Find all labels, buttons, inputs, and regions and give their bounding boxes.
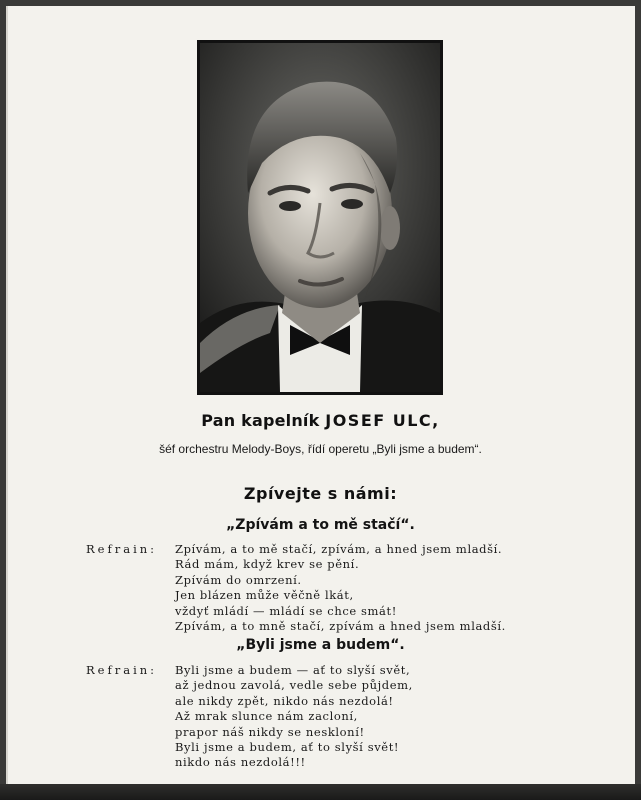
sing-along-heading: Zpívejte s námi: [243, 484, 398, 503]
lyrics-block [175, 663, 413, 771]
lyrics-block [175, 542, 506, 634]
lyric-line: vždyť mládí — mládí se chce smát! [175, 603, 397, 618]
song-title: „Zpívám a to mě stačí“. [226, 517, 415, 533]
caption-title-prefix: Pan kapelník [201, 411, 320, 430]
caption-name: JOSEF ULC, [325, 411, 440, 430]
refrain-label: Refrain: [86, 663, 158, 677]
lyric-line: prapor náš nikdy se neskloní! [175, 724, 365, 739]
caption-title [0, 411, 641, 430]
lyric-line: Zpívám, a to mě stačí, zpívám, a hned jsem mladší. [175, 542, 503, 556]
lyric-line: až jednou zavolá, vedle sebe půjdem, [175, 678, 413, 693]
lyric-line: Zpívám do omrzení. [175, 572, 302, 587]
lyric-line: Byli jsme a budem, ať to slyší svět! [175, 740, 400, 755]
lyric-line: Rád mám, když krev se pění. [175, 557, 360, 572]
lyric-line: ale nikdy zpět, nikdo nás nezdolá! [175, 693, 394, 708]
song-title: „Byli jsme a budem“. [236, 637, 405, 653]
lyric-line: Až mrak slunce nám zacloní, [175, 709, 358, 724]
lyric-line: Byli jsme a budem — ať to slyší svět, [175, 663, 411, 677]
lyric-line: nikdo nás nezdolá!!! [175, 755, 306, 770]
lyric-line: Zpívám, a to mně stačí, zpívám a hned jsem mladší. [175, 619, 506, 634]
caption-subtitle: šéf orchestru Melody-Boys, řídí operetu „Byli jsme a budem“. [159, 442, 482, 456]
portrait-photo [197, 40, 443, 395]
refrain-label: Refrain: [86, 542, 158, 556]
page-shadow-edge [0, 784, 641, 800]
lyric-line: Jen blázen může věčně lkát, [175, 588, 354, 603]
portrait-image [200, 43, 440, 392]
